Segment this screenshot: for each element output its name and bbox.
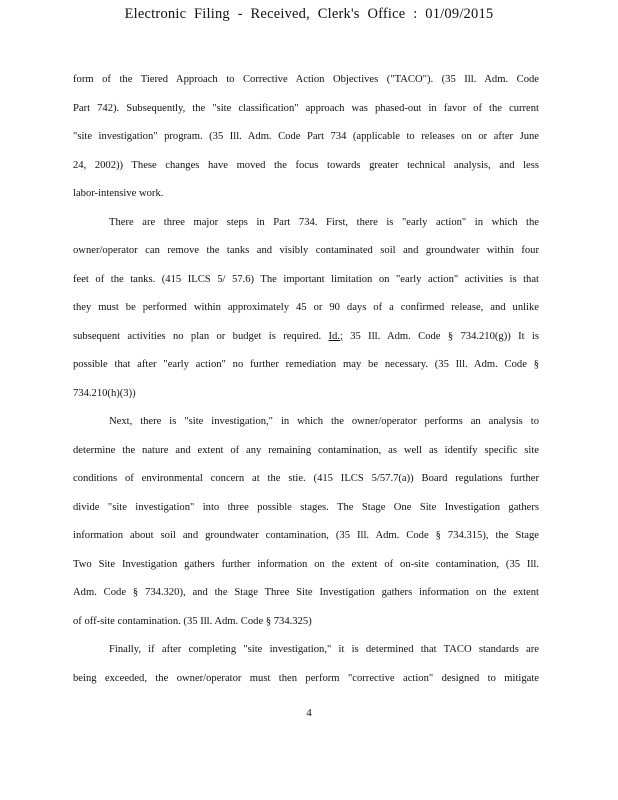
text-line: Next, there is "site investigation," in which the owner/operator performs an analysis to <box>109 416 539 427</box>
text-line: determine the nature and extent of any remaining contamination, as well as identify specific site <box>73 444 539 456</box>
text-line: labor-intensive work. <box>73 188 164 199</box>
text-line: 734.210(h)(3)) <box>73 387 136 399</box>
text-line: being exceeded, the owner/operator must then perform "corrective action" designed to mitigate <box>73 672 539 684</box>
text-segment: 35 Ill. Adm. Code § 734.210(g)) It is <box>342 330 539 342</box>
page-number: 4 <box>306 707 312 719</box>
text-line: possible that after "early action" no further remediation may be necessary. (35 Ill. Adm. Code § <box>73 359 539 370</box>
text-line: form of the Tiered Approach to Corrective Action Objectives ("TACO"). (35 Ill. Adm. Code <box>73 74 539 85</box>
citation-id: Id.; <box>328 330 343 342</box>
text-line: Two Site Investigation gathers further information on the extent of on-site contamination, (35 Ill. <box>73 558 539 570</box>
text-line: Finally, if after completing "site investigation," it is determined that TACO standards are <box>109 644 539 655</box>
text-line: conditions of environmental concern at the stie. (415 ILCS 5/57.7(a)) Board regulations further <box>73 473 539 484</box>
filing-header: Electronic Filing - Received, Clerk's Office : 01/09/2015 <box>124 6 494 22</box>
text-line: 24, 2002)) These changes have moved the focus towards greater technical analysis, and less <box>73 159 539 171</box>
text-line: owner/operator can remove the tanks and visibly contaminated soil and groundwater within four <box>73 245 539 256</box>
text-line <box>73 323 539 352</box>
text-line: Adm. Code § 734.320), and the Stage Three Site Investigation gathers information on the extent <box>73 587 539 598</box>
text-line: information about soil and groundwater contamination, (35 Ill. Adm. Code § 734.315), the Stage <box>73 530 539 541</box>
text-line: divide "site investigation" into three possible stages. The Stage One Site Investigation gathers <box>73 501 539 513</box>
text-line: feet of the tanks. (415 ILCS 5/ 57.6) The important limitation on "early action" activities is that <box>73 273 539 285</box>
text-line: they must be performed within approximately 45 or 90 days of a confirmed release, and unlike <box>73 302 539 313</box>
document-body <box>73 66 539 693</box>
text-line: "site investigation" program. (35 Ill. Adm. Code Part 734 (applicable to releases on or after June <box>73 131 539 142</box>
text-segment: subsequent activities no plan or budget is required. <box>73 330 329 342</box>
text-line: of off-site contamination. (35 Ill. Adm. Code § 734.325) <box>73 615 312 627</box>
text-line: Part 742). Subsequently, the "site classification" approach was phased-out in favor of the current <box>73 102 539 114</box>
text-line: There are three major steps in Part 734. First, there is "early action" in which the <box>109 216 539 228</box>
